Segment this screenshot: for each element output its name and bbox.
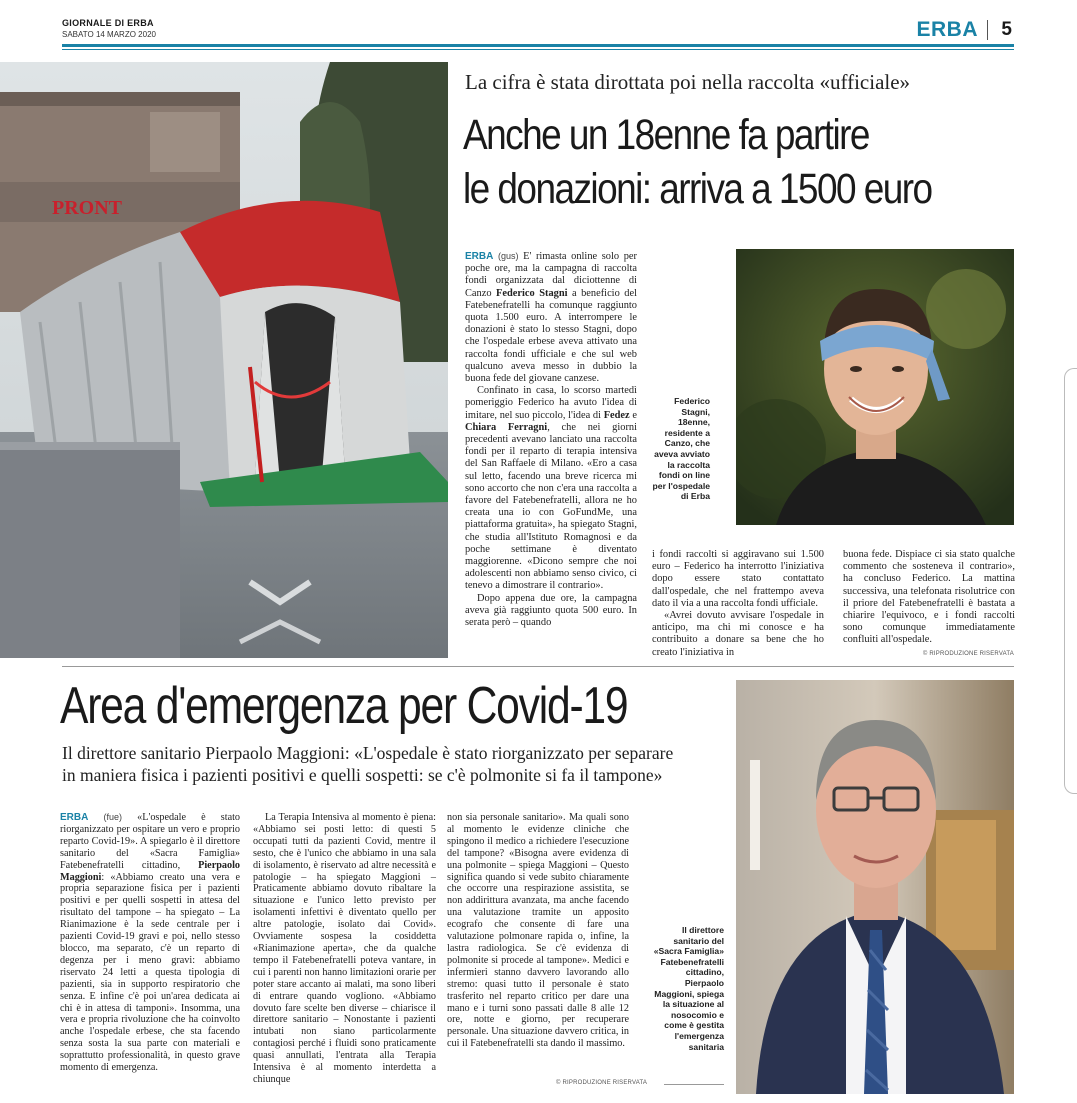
section-name: ERBA — [916, 18, 978, 41]
article2-col1-p1a: «L'ospedale è stato riorganizzato per ospitare un vero e proprio reparto Covid-19». A spiegarlo è il direttore sanitario del «Sacra Famiglia» Fatebenefratelli cittadino, — [60, 812, 241, 871]
article2-location-tag: ERBA — [60, 812, 89, 823]
article2-copyright: © RIPRODUZIONE RISERVATA — [556, 1080, 648, 1086]
article1-column-2 — [652, 549, 824, 659]
header-rule-thin — [62, 49, 1014, 50]
article1-col1-p2b: , che nei giorni precedenti avevano lanciato una raccolta fondi per il reparto di terapia intensiva del San Raffaele di Milano. «Ero a casa sul letto, facendo una breve ricerca mi sono accorto che non c'era una raccolta a favore del Fatebenefratelli, allora ne ho creata una io con GoFundMe, una piattaforma gratuita», ha spiegato Stagni, che studia all'Istituto Romagnosi e da poche settimane è diventato maggiorenne. «Dicono sempre che noi adolescenti non abbiamo senso civico, ci tenevo a dimostrare il contrario». — [465, 421, 638, 592]
federico-stagni-caption: Federico Stagni, 18enne, residente a Canzo, che aveva avviato la raccolta fondi on line per l'ospedale di Erba — [652, 396, 710, 502]
newspaper-name: GIORNALE DI ERBA — [62, 18, 154, 28]
article1-col1-p3: Dopo appena due ore, la campagna aveva già raggiunto quota 500 euro. In serata però – quando — [465, 592, 637, 629]
article1-copyright: © RIPRODUZIONE RISERVATA — [922, 651, 1014, 657]
pierpaolo-maggioni-photo — [736, 680, 1014, 1094]
article2-column-3 — [447, 812, 629, 1050]
caption-rule — [664, 1084, 724, 1085]
federico-stagni-photo — [736, 249, 1014, 525]
article2-subhead — [62, 742, 762, 786]
article2-col3-p1: non sia personale sanitario». Ma quali sono al momento le evidenze cliniche che spingono il medico a richiedere l'esecuzione del tampone? «Bisogna avere evidenza di una polmonite – spiega Maggioni – Questo significa quando si vede subito chiaramente che occorre una respirazione assistita, se non addirittura avanzata, ma anche facendo una valutazione tramite un apposito ecografo che consente di fare una valutazione polmonare rapida o, infine, la lastra radiologica. Se c'è evidenza di polmonite si procede al tampone». Medici e infermieri stanno davvero lavorando allo stremo: quasi tutto il personale è stato trasferito nel reparto critico per dare una mano e i turni sono passati dalle 8 alle 12 ore, notte e giorno, per recuperare personale. Una situazione davvero critica, in cui il Fatebenefratelli sta dando il massimo. — [447, 812, 629, 1050]
article1-name-stagni: Federico Stagni — [496, 287, 568, 299]
article1-location-tag: ERBA — [465, 251, 494, 262]
article1-headline — [463, 108, 945, 216]
pierpaolo-maggioni-caption: Il direttore sanitario del «Sacra Famiglia» Fatebenefratelli cittadino, Pierpaolo Maggioni, spiega la situazione al nosocomio e come è gestita l'emergenza sanitaria — [653, 925, 724, 1052]
article1-col2-p1: i fondi raccolti si aggiravano sui 1.500 euro – Federico ha interrotto l'iniziativa dopo essere stato contattato dall'ospedale, che nel frattempo aveva dato il via a una raccolta fondi ufficiale. — [652, 549, 824, 609]
article1-and: e — [632, 409, 637, 421]
article1-kicker: La cifra è stata dirottata poi nella raccolta «ufficiale» — [465, 70, 911, 94]
article2-column-2 — [253, 812, 436, 1086]
article1-byline: (gus) — [497, 251, 519, 261]
article-divider — [62, 666, 1014, 667]
article1-name-ferragni: Chiara Ferragni — [465, 421, 548, 433]
header-separator — [987, 20, 988, 40]
article2-column-1 — [60, 812, 240, 1074]
article2-col1-p1b: : «Abbiamo creato una vera e propria separazione fisica per i pazienti positivi e per quelli sospetti in attesa del risultato del tampone – ha spiegato – La Rianimazione è la sede centrale per i pazienti Covid-19 gravi e poi, nello stesso blocco, ma separato, c'è un reparto di degenza per i meno gravi: abbiamo riservato 24 letti a questa tipologia di pazienti, sia in supporto respiratorio che senza. E infine c'è poi un'area dedicata ai chi è in attesa di tamponi». Insomma, una vera e propria rivoluzione che ha coinvolto anche l'ospedale erbese, che sta facendo senza sosta la sua parte con materiali e soprattutto professionalità, in questo grave momento di emergenza. — [60, 871, 240, 1074]
article2-name-maggioni: Pierpaolo Maggioni — [60, 859, 240, 883]
article1-headline-line2: le donazioni: arriva a 1500 euro — [463, 165, 932, 213]
page-number: 5 — [1001, 19, 1012, 40]
header-rule — [62, 44, 1014, 47]
article1-col1-p2a: Confinato in casa, lo scorso martedì pomeriggio Federico ha avuto l'idea di imitare, nel suo piccolo, l'idea di — [465, 385, 637, 421]
article2-subhead-line1: Il direttore sanitario Pierpaolo Maggioni: «L'ospedale è stato riorganizzato per separare — [62, 743, 674, 763]
article2-headline: Area d'emergenza per Covid-19 — [60, 677, 628, 735]
pronto-soccorso-sign: PRONT — [52, 197, 122, 219]
article2-byline: (fue) — [103, 812, 123, 822]
article1-col1-p1: E' rimasta online solo per poche ore, ma la campagna di raccolta fondi organizzata dal diciottenne di Canzo — [465, 251, 637, 299]
article2-subhead-line2: in maniera fisica i pazienti positivi e quelli sospetti: se c'è polmonite si fa il tampone» — [62, 765, 663, 785]
article2-col2-p1: La Terapia Intensiva al momento è piena: «Abbiamo sei posti letto: di questi 5 occupati tutti da pazienti Covid, mentre il sesto, che è l'unico che abbiamo in una sala di isolamento, è riservato ad altre necessità e patologie – ha spiegato Maggioni – Praticamente abbiamo dovuto ribaltare la situazione e l'unico letto previsto per isolamenti infettivi è diventato quello per altre patologie, isolato dai Covid». Ovviamente sospesa la cosiddetta «Rianimazione aperta», che da qualche tempo il Fatebenefratelli poteva vantare, in cui i parenti non hanno limitazioni orarie per poter stare accanto ai malati, ma sono liberi di entrare quando vogliono. «Abbiamo dovuto fare scelte ben diverse – chiarisce il direttore sanitario – Nonostante i pazienti intubati non siano particolarmente contagiosi perché i fluidi sono praticamente quasi annullati, l'entrata alla Terapia Intensiva è al momento interdetta a chiunque — [253, 812, 436, 1085]
article1-col2-p2: «Avrei dovuto avvisare l'ospedale in anticipo, ma chi mi conosce e ha contribuito a donare sa bene che ho creato l'iniziativa in — [652, 610, 824, 658]
article1-column-3 — [843, 549, 1015, 647]
article1-name-fedez: Fedez — [603, 409, 630, 421]
article1-col3-p1: buona fede. Dispiace ci sia stato qualche commento che sosteneva il contrario», ha concluso Federico. La mattina successiva, una telefonata risolutrice con il priore del Fatebenefratelli è bastata a chiarire l'equivoco, e i fondi raccolti sono comunque immediatamente confluiti all'ospedale. — [843, 549, 1015, 646]
article1-column-1 — [465, 250, 637, 629]
page-edge-scroll-handle[interactable] — [1064, 368, 1077, 794]
article1-headline-line1: Anche un 18enne fa partire — [463, 111, 869, 159]
tent-photo — [0, 62, 448, 658]
issue-date: SABATO 14 MARZO 2020 — [62, 30, 156, 39]
article1-col1-p1-rest: a beneficio del Fatebenefratelli ha comunque raggiunto quota 1.500 euro. A interrompere le donazioni è stato lo stesso Stagni, dopo che l'ospedale erbese aveva attivato una raccolta fondi ufficiale e che sul web qualcuno aveva messo in dubbio la buona fede del giovane canzese. — [465, 287, 637, 385]
